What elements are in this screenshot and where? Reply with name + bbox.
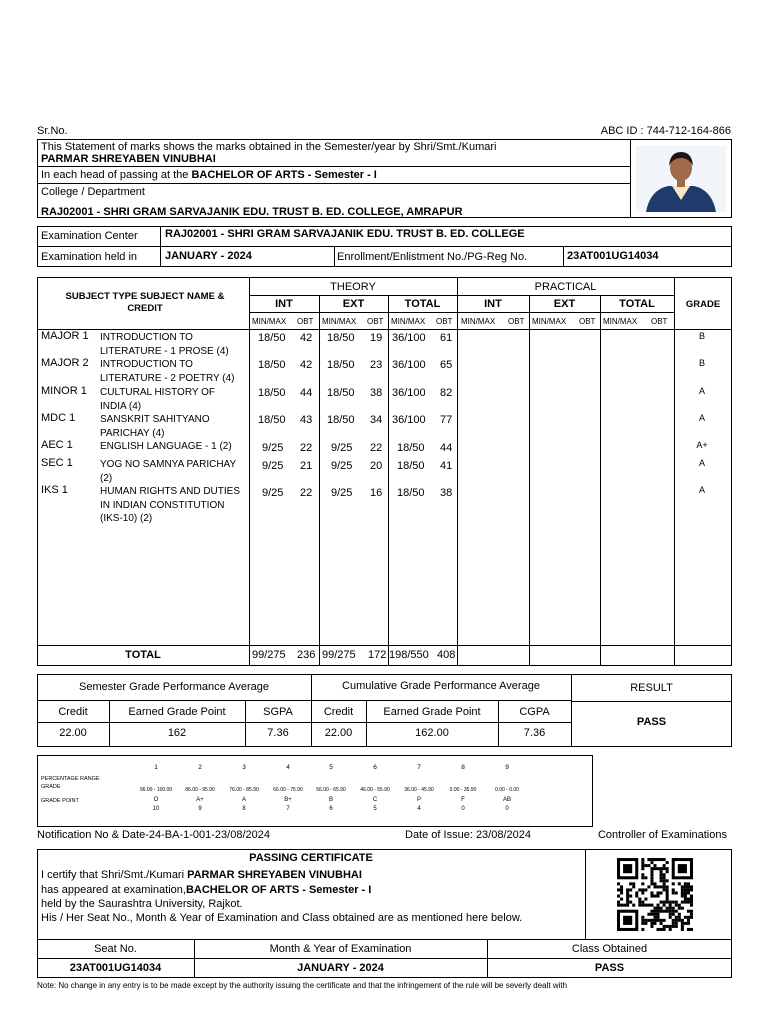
subject-name: YOG NO SAMNYA PARICHAY — [100, 459, 237, 470]
college-label: College / Department — [41, 186, 145, 198]
total-int-obt: 236 — [297, 649, 316, 661]
total-ext-obt: 172 — [368, 649, 387, 661]
minmax-label: MIN/MAX — [252, 317, 287, 326]
ext-minmax: 9/25 — [331, 487, 353, 499]
scale-grade: AB — [502, 797, 511, 803]
scale-grade: P — [416, 797, 421, 803]
int-minmax: 9/25 — [262, 487, 284, 499]
total-minmax: 36/100 — [392, 414, 426, 426]
ext-minmax: 18/50 — [327, 414, 355, 426]
subject-name: IN INDIAN CONSTITUTION — [100, 499, 225, 511]
grade-value: A — [698, 413, 705, 423]
ext-obt: 38 — [370, 387, 383, 399]
scale-grade-point: 4 — [417, 806, 421, 812]
class-obtained-label: Class Obtained — [571, 943, 648, 955]
scale-grade-point: 6 — [329, 806, 333, 812]
scale-index: 8 — [461, 764, 465, 771]
total-obt: 82 — [440, 387, 453, 399]
certificate-line2: has appeared at examination,BACHELOR OF ARTS - Semester - I — [41, 884, 372, 896]
subject-name: SANSKRIT SAHITYANO — [100, 414, 210, 425]
scale-grade: A — [241, 797, 246, 803]
cgpa-header: CGPA — [519, 706, 550, 718]
subject-name: INDIA (4) — [100, 400, 142, 412]
scale-index: 2 — [198, 764, 202, 771]
grade-value: A — [698, 458, 705, 468]
sgpa-title: Semester Grade Performance Average — [79, 681, 269, 693]
scale-grade-point: 0 — [461, 806, 465, 812]
certificate-line1: I certify that Shri/Smt./Kumari PARMAR SHREYABEN VINUBHAI — [41, 869, 362, 881]
obt-label: OBT — [579, 317, 596, 326]
scale-grade: B — [328, 797, 333, 803]
practical-int-header: INT — [484, 298, 502, 310]
ext-minmax: 9/25 — [331, 460, 353, 472]
int-obt: 21 — [300, 460, 313, 472]
minmax-label: MIN/MAX — [603, 317, 638, 326]
total-obt: 38 — [440, 487, 453, 499]
certificate-title: PASSING CERTIFICATE — [249, 852, 373, 864]
footer-note: Note: No change in any entry is to be made except by the authority issuing the certificate and that the infringement of the rule will be severly dealt with — [37, 981, 568, 990]
scale-grade: C — [372, 797, 378, 803]
total-tot-obt: 408 — [437, 649, 456, 661]
total-obt: 61 — [440, 332, 453, 344]
scale-range: 76.00 - 85.90 — [229, 787, 259, 793]
scale-index: 6 — [373, 764, 377, 771]
abc-id: ABC ID : 744-712-164-866 — [600, 125, 731, 137]
subject-type: MDC 1 — [41, 412, 76, 424]
int-obt: 22 — [300, 487, 313, 499]
enrollment-no: 23AT001UG14034 — [567, 250, 659, 262]
certificate-line4: His / Her Seat No., Month & Year of Examination and Class obtained are as mentioned here below. — [41, 912, 523, 924]
range-label: PERCENTAGE RANGE — [41, 776, 100, 782]
ext-minmax: 18/50 — [327, 359, 355, 371]
class-obtained: PASS — [594, 962, 625, 974]
int-obt: 43 — [300, 414, 313, 426]
ext-obt: 19 — [370, 332, 383, 344]
sgpa-header: SGPA — [263, 706, 293, 718]
grade-header: GRADE — [685, 299, 721, 310]
result-title: RESULT — [630, 682, 673, 694]
cgpa-value: 7.36 — [523, 727, 546, 739]
result-value: PASS — [636, 716, 667, 728]
cgpa-title: Cumulative Grade Performance Average — [342, 680, 540, 692]
subject-name: (IKS-10) (2) — [100, 513, 153, 524]
sem-egp-header: Earned Grade Point — [128, 706, 226, 718]
total-obt: 44 — [440, 442, 453, 454]
exam-center-label: Examination Center — [41, 230, 138, 242]
ext-obt: 23 — [370, 359, 383, 371]
cum-credit: 22.00 — [324, 727, 353, 739]
scale-grade: F — [461, 797, 465, 803]
exam-held: JANUARY - 2024 — [165, 250, 252, 262]
subject-name: LITERATURE - 1 PROSE (4) — [100, 345, 229, 357]
obt-label: OBT — [436, 317, 453, 326]
exam-held-label: Examination held in — [41, 251, 138, 263]
obt-label: OBT — [367, 317, 384, 326]
grade-label: GRADE — [41, 784, 61, 790]
subject-type: MAJOR 1 — [41, 330, 89, 342]
ext-obt: 16 — [370, 487, 383, 499]
scale-index: 1 — [154, 764, 158, 771]
ext-minmax: 9/25 — [331, 442, 353, 454]
qr-code — [617, 858, 693, 931]
college-name: RAJ02001 - SHRI GRAM SARVAJANIK EDU. TRUST B. ED. COLLEGE, AMRAPUR — [41, 206, 463, 218]
total-minmax: 18/50 — [397, 487, 425, 499]
scale-index: 4 — [286, 764, 290, 771]
ext-minmax: 18/50 — [327, 332, 355, 344]
theory-header: THEORY — [330, 281, 376, 293]
subject-type: IKS 1 — [41, 484, 68, 496]
total-obt: 41 — [440, 460, 453, 472]
theory-total-header: TOTAL — [404, 298, 441, 310]
sgpa-value: 7.36 — [267, 727, 289, 739]
cum-egp: 162.00 — [415, 727, 449, 739]
enrollment-label: Enrollment/Enlistment No./PG-Reg No. — [337, 251, 528, 263]
subject-name: PARICHAY (4) — [100, 427, 165, 439]
total-obt: 65 — [440, 359, 453, 371]
int-minmax: 9/25 — [262, 460, 284, 472]
grade-value: A — [698, 485, 705, 495]
ext-minmax: 18/50 — [327, 387, 355, 399]
ext-obt: 20 — [370, 460, 383, 472]
subject-name: INTRODUCTION TO — [100, 332, 193, 343]
cum-egp-header: Earned Grade Point — [383, 706, 481, 718]
total-tot-minmax: 198/550 — [389, 649, 429, 661]
subject-type: AEC 1 — [41, 439, 73, 451]
minmax-label: MIN/MAX — [532, 317, 567, 326]
total-label: TOTAL — [125, 649, 161, 661]
practical-total-header: TOTAL — [619, 298, 655, 310]
month-year: JANUARY - 2024 — [297, 962, 384, 974]
scale-range: 86.00 - 95.90 — [185, 787, 215, 793]
subject-name: LITERATURE - 2 POETRY (4) — [100, 372, 235, 384]
minmax-label: MIN/MAX — [391, 317, 426, 326]
grade-value: B — [698, 331, 705, 341]
scale-grade-point: 10 — [152, 806, 160, 812]
ext-obt: 34 — [370, 414, 383, 426]
subject-name: (2) — [100, 472, 113, 484]
subject-name: INTRODUCTION TO — [100, 359, 193, 370]
scale-range: 66.00 - 75.90 — [273, 787, 303, 793]
int-minmax: 18/50 — [258, 359, 286, 371]
sr-no-label: Sr.No. — [37, 125, 68, 137]
seat-no-label: Seat No. — [94, 943, 137, 955]
scale-grade-point: 0 — [505, 806, 509, 812]
statement-text: This Statement of marks shows the marks obtained in the Semester/year by Shri/Smt./Kumari — [41, 141, 497, 153]
seat-no: 23AT001UG14034 — [69, 962, 162, 974]
total-minmax: 36/100 — [392, 332, 426, 344]
sem-credit-header: Credit — [58, 706, 88, 718]
theory-ext-header: EXT — [342, 298, 365, 310]
scale-grade-point: 7 — [286, 806, 290, 812]
scale-index: 7 — [417, 764, 421, 771]
scale-range: 96.00 - 100.00 — [139, 787, 173, 793]
int-minmax: 18/50 — [258, 332, 286, 344]
grade-value: B — [698, 358, 705, 368]
subject-type: MINOR 1 — [41, 385, 87, 397]
total-minmax: 18/50 — [397, 460, 425, 472]
obt-label: OBT — [297, 317, 314, 326]
int-minmax: 18/50 — [258, 387, 286, 399]
scale-index: 3 — [242, 764, 246, 771]
student-name: PARMAR SHREYABEN VINUBHAI — [41, 153, 216, 165]
scale-range: 56.00 - 65.90 — [316, 787, 346, 793]
total-minmax: 36/100 — [392, 359, 426, 371]
ext-obt: 22 — [370, 442, 383, 454]
date-of-issue: Date of Issue: 23/08/2024 — [405, 829, 531, 841]
grade-value: A+ — [696, 440, 708, 450]
subject-name: ENGLISH LANGUAGE - 1 (2) — [100, 441, 232, 452]
int-obt: 42 — [300, 359, 313, 371]
subject-name: HUMAN RIGHTS AND DUTIES — [100, 486, 241, 497]
sem-credit: 22.00 — [59, 727, 87, 739]
int-obt: 42 — [300, 332, 313, 344]
grade-value: A — [698, 386, 705, 396]
subject-header: SUBJECT TYPE SUBJECT NAME & CREDIT — [65, 291, 225, 314]
int-obt: 22 — [300, 442, 313, 454]
scale-grade: A+ — [196, 797, 204, 803]
cum-credit-header: Credit — [323, 706, 354, 718]
int-minmax: 9/25 — [262, 442, 284, 454]
total-ext-minmax: 99/275 — [322, 649, 356, 661]
grade-point-label: GRADE POINT — [41, 798, 79, 804]
scale-grade-point: 9 — [198, 806, 202, 812]
month-year-label: Month & Year of Examination — [269, 943, 412, 955]
scale-range: 46.00 - 55.90 — [360, 787, 390, 793]
scale-index: 5 — [329, 764, 333, 771]
minmax-label: MIN/MAX — [461, 317, 496, 326]
subject-type: SEC 1 — [41, 457, 73, 469]
subject-name: CULTURAL HISTORY OF — [100, 387, 216, 398]
certificate-line3: held by the Saurashtra University, Rajkot. — [41, 898, 243, 910]
obt-label: OBT — [651, 317, 668, 326]
scale-grade: B+ — [284, 797, 292, 803]
obt-label: OBT — [508, 317, 525, 326]
scale-index: 9 — [505, 764, 509, 771]
scale-range: 0.00 - 0.00 — [495, 787, 519, 793]
int-minmax: 18/50 — [258, 414, 286, 426]
passing-line: In each head of passing at the BACHELOR OF ARTS - Semester - I — [41, 169, 377, 181]
controller: Controller of Examinations — [597, 829, 727, 841]
scale-grade: O — [153, 797, 159, 803]
total-minmax: 18/50 — [397, 442, 425, 454]
total-obt: 77 — [440, 414, 453, 426]
total-int-minmax: 99/275 — [252, 649, 286, 661]
subject-type: MAJOR 2 — [41, 357, 89, 369]
exam-center: RAJ02001 - SHRI GRAM SARVAJANIK EDU. TRUST B. ED. COLLEGE — [165, 228, 525, 240]
minmax-label: MIN/MAX — [322, 317, 357, 326]
sem-egp: 162 — [167, 727, 187, 739]
practical-ext-header: EXT — [553, 298, 576, 310]
practical-header: PRACTICAL — [534, 281, 597, 293]
theory-int-header: INT — [275, 298, 293, 310]
scale-range: 36.00 - 45.90 — [404, 787, 434, 793]
student-photo — [636, 146, 726, 212]
notification: Notification No & Date-24-BA-1-001-23/08/2024 — [37, 829, 270, 841]
int-obt: 44 — [300, 387, 313, 399]
total-minmax: 36/100 — [392, 387, 426, 399]
scale-range: 0.00 - 35.90 — [449, 787, 477, 793]
scale-grade-point: 5 — [373, 806, 377, 812]
scale-grade-point: 8 — [242, 806, 246, 812]
